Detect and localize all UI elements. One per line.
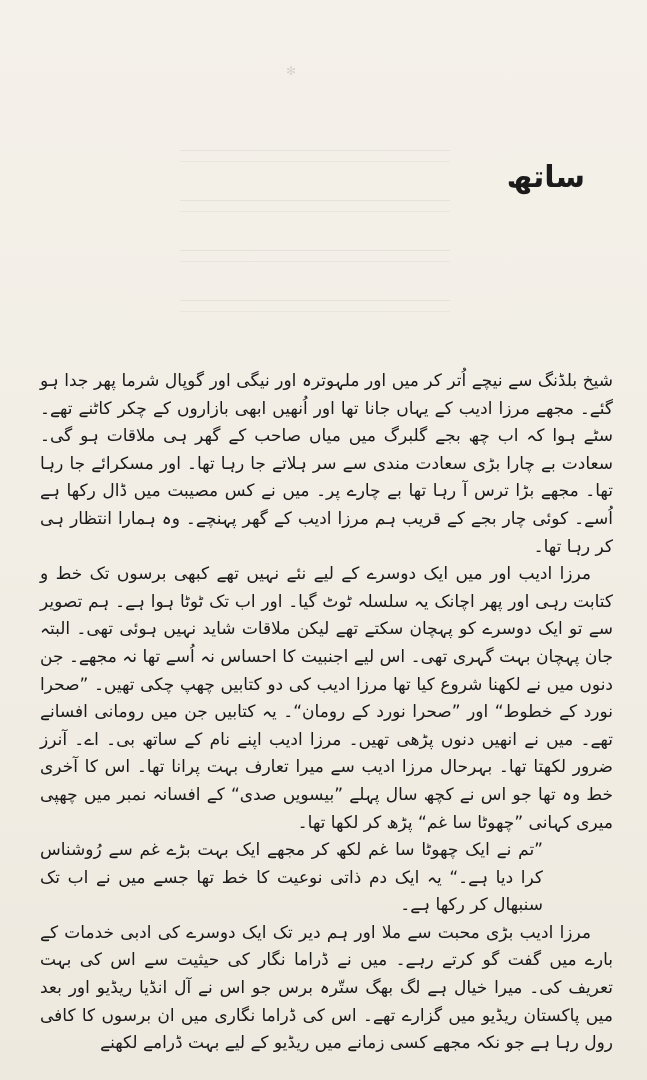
bleed-through-line [180,150,450,162]
paragraph: مرزا ادیب بڑی محبت سے ملا اور ہم دیر تک ایک دوسرے کی ادبی خدمات کے بارے میں گفت گو کرتے رہے۔ میں نے ڈراما نگار کی حیثیت سے اس کی بہت تعریف کی۔ میرا خیال ہے لگ بھگ ستّرہ برس جو اس نے آل انڈیا ریڈیو اور بعد میں پاکستان ریڈیو میں گزارے تھے۔ اس کی ڈراما نگاری میں ان برسوں کا کافی رول رہا ہے جو نکہ مجھے کسی زمانے میں ریڈیو کے لیے بہت ڈرامے لکھنے [40,922,613,1054]
quoted-letter: ”تم نے ایک چھوٹا سا غم لکھ کر مجھے ایک بہت بڑے غم سے رُوشناس کرا دیا ہے۔“ یہ ایک دم ذاتی نوعیت کا خط تھا جسے میں نے اب تک سنبھال کر رکھا ہے۔ [40,840,543,916]
paragraph: شیخ بلڈنگ سے نیچے اُتر کر میں اور ملہوترہ اور نیگی اور گوپال شرما پھر جدا ہو گئے۔ مجھے مرزا ادیب کے یہاں جانا تھا اور اُنھیں ابھی بازاروں کے چکر کاٹنے تھے۔ سٹے ہوا کہ اب چھ بجے گلبرگ میں میاں صاحب کے گھر ہی ملاقات ہو گی۔ سعادت بے چارا بڑی سعادت مندی سے سر ہلاتے جا رہا تھا۔ اور مسکرائے جا رہا تھا۔ مجھے بڑا ترس آ رہا تھا بے چارے پر۔ میں نے کس مصیبت میں ڈال رکھا ہے اُسے۔ کوئی چار بجے کے قریب ہم مرزا ادیب کے گھر پہنچے۔ وہ ہمارا انتظار ہی کر رہا تھا۔ [40,371,613,557]
bleed-through-line [180,200,450,212]
bleed-through-line [180,300,450,312]
chapter-title: ساتھ [506,160,585,195]
bleed-through-line [180,250,450,262]
paragraph: مرزا ادیب اور میں ایک دوسرے کے لیے نئے نہیں تھے کبھی برسوں تک خط و کتابت رہی اور پھر اچانک یہ سلسلہ ٹوٹ گیا۔ اور اب تک ٹوٹا ہوا ہے۔ ہم تصویر سے تو ایک دوسرے کو پہچان سکتے تھے لیکن ملاقات شاید نہیں ہوئی تھی۔ البتہ جان پہچان بہت گہری تھی۔ اس لیے اجنبیت کا احساس نہ اُسے تھا نہ مجھے۔ جن دنوں میں نے لکھنا شروع کیا تھا مرزا ادیب کی دو کتابیں چھپ چکی تھیں۔ ”صحرا نورد کے خطوط“ اور ”صحرا نورد کے رومان“۔ یہ کتابیں جن میں رومانی افسانے تھے۔ میں نے انھیں دنوں پڑھی تھیں۔ مرزا ادیب اپنے نام کے ساتھ بی۔ اے۔ آنرز ضرور لکھتا تھا۔ بہرحال مرزا ادیب سے میرا تعارف بہت پرانا تھا۔ اس کا آخری خط وہ تھا جو اس نے کچھ سال پہلے ”بیسویں صدی“ کے افسانہ نمبر میں چھپی میری کہانی ”چھوٹا سا غم“ پڑھ کر لکھا تھا۔ [40,564,613,833]
chapter-body [40,368,613,1058]
page-ornament: ✻ [286,64,297,78]
